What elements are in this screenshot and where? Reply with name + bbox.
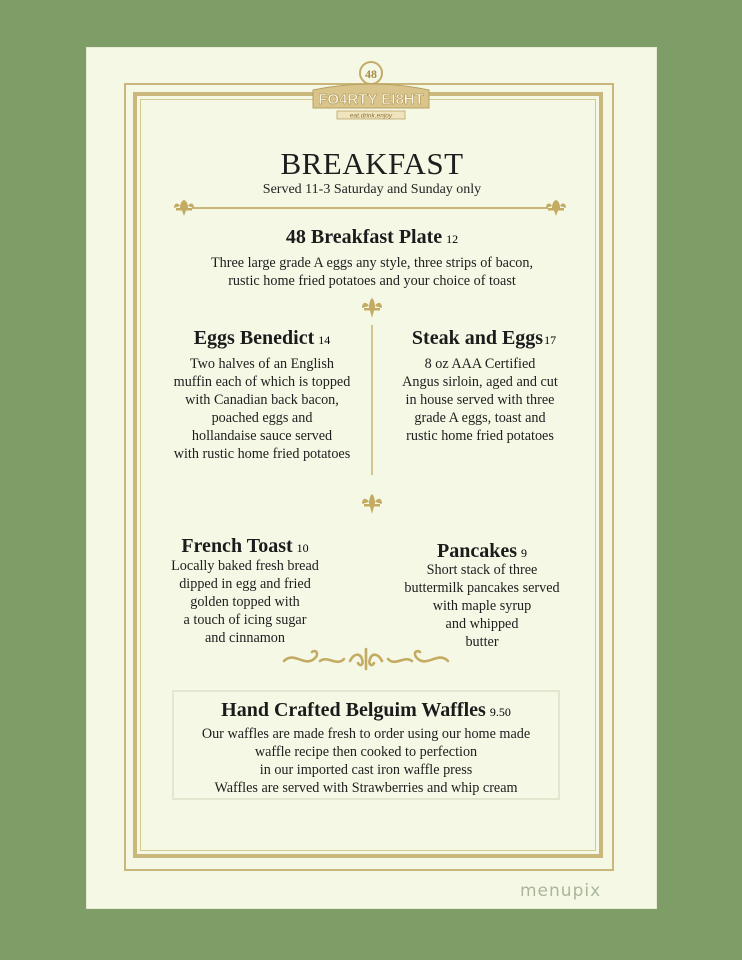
item-description	[172, 725, 560, 797]
item-price: 14	[318, 333, 331, 347]
desc-line: golden topped with	[190, 594, 300, 610]
logo-tagline: eat.drink.enjoy	[349, 112, 393, 120]
desc-line: hollandaise sauce served	[191, 428, 333, 444]
desc-line: poached eggs and	[211, 410, 313, 426]
desc-line: rustic home fried potatoes and your choice of toast	[228, 273, 516, 289]
desc-line: muffin each of which is topped	[173, 374, 351, 390]
item-name: 48 Breakfast Plate	[285, 226, 443, 248]
restaurant-logo	[301, 60, 441, 126]
desc-line: Our waffles are made fresh to order using our home made	[201, 726, 531, 742]
item-description	[383, 561, 581, 651]
desc-line: Three large grade A eggs any style, three strips of bacon,	[210, 255, 533, 271]
desc-line: grade A eggs, toast and	[414, 410, 546, 426]
item-price: 12	[446, 232, 459, 246]
item-price: 9	[521, 546, 527, 560]
desc-line: butter	[465, 634, 499, 650]
item-description	[380, 355, 580, 445]
fleur-de-lis-icon-left	[174, 200, 194, 216]
logo-monogram: 48	[365, 67, 377, 81]
desc-line: with Canadian back bacon,	[185, 392, 339, 408]
desc-line: waffle recipe then cooked to perfection	[254, 744, 478, 760]
desc-line: Short stack of three	[426, 562, 538, 578]
fleur-de-lis-icon	[361, 297, 383, 326]
desc-line: Two halves of an English	[189, 356, 334, 372]
item-description	[160, 254, 584, 290]
logo-name: FO4RTY EI8HT	[318, 91, 424, 108]
desc-line: 8 oz AAA Certified	[424, 356, 536, 372]
page-title: BREAKFAST	[280, 146, 464, 181]
menu-item-steak-and-eggs	[380, 327, 588, 350]
item-price: 9.50	[489, 705, 511, 719]
desc-line: with rustic home fried potatoes	[173, 446, 351, 462]
item-price: 10	[296, 541, 309, 555]
desc-line: Angus sirloin, aged and cut	[402, 374, 558, 390]
service-hours: Served 11-3 Saturday and Sunday only	[262, 182, 482, 197]
item-description	[150, 355, 374, 463]
desc-line: and cinnamon	[205, 630, 285, 646]
item-name: Pancakes	[437, 540, 517, 562]
desc-line: in our imported cast iron waffle press	[259, 762, 473, 778]
menu-item-belgian-waffles	[172, 699, 560, 722]
desc-line: a touch of icing sugar	[183, 612, 307, 628]
item-name: Steak and Eggs	[411, 327, 544, 349]
desc-line: Locally baked fresh bread	[171, 558, 319, 574]
menu-item-french-toast	[140, 535, 350, 558]
menu-item-eggs-benedict	[150, 327, 374, 350]
desc-line: in house served with three	[405, 392, 555, 408]
fleur-de-lis-icon-right	[546, 200, 566, 216]
desc-line: rustic home fried potatoes	[406, 428, 554, 444]
title-ornament	[172, 198, 568, 222]
scroll-ornament-icon	[280, 645, 452, 678]
watermark: menupix	[520, 881, 602, 901]
item-name: Eggs Benedict	[193, 327, 315, 349]
desc-line: dipped in egg and fried	[179, 576, 311, 592]
desc-line: with maple syrup	[432, 598, 532, 614]
item-name: Hand Crafted Belguim Waffles	[221, 699, 486, 721]
fleur-de-lis-icon	[361, 493, 383, 522]
desc-line: Waffles are served with Strawberries and whip cream	[214, 780, 518, 796]
menu-item-breakfast-plate	[160, 226, 584, 249]
menu-item-pancakes	[383, 540, 581, 563]
item-price: 17	[544, 333, 557, 347]
desc-line: and whipped	[445, 616, 519, 632]
desc-line: buttermilk pancakes served	[404, 580, 560, 596]
item-description	[140, 557, 350, 647]
item-name: French Toast	[181, 535, 293, 557]
